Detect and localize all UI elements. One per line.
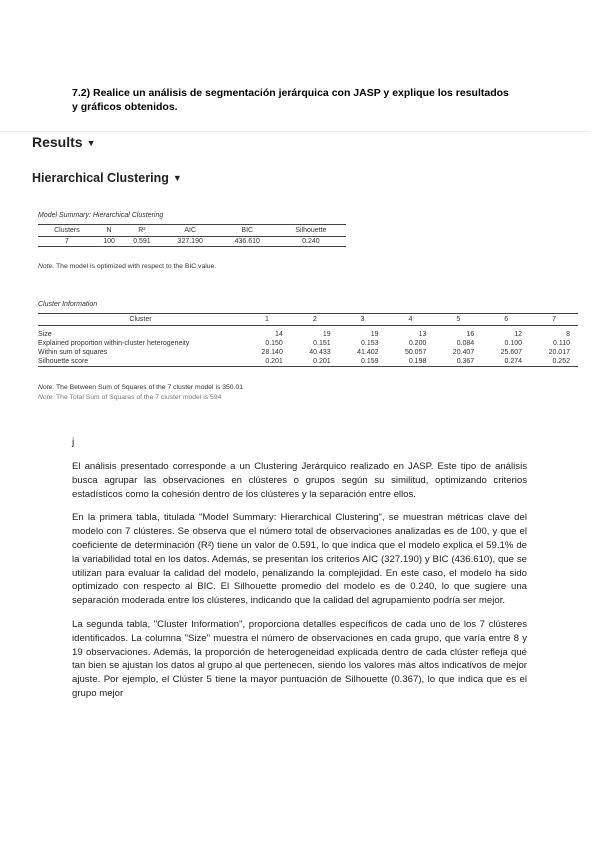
table-row bbox=[38, 326, 578, 340]
table-cell: 14 bbox=[275, 331, 283, 338]
column-header: 4 bbox=[408, 316, 413, 323]
model-summary-note bbox=[38, 263, 216, 270]
column-header: Silhouette bbox=[295, 227, 327, 234]
table-cell: 436.610 bbox=[234, 238, 260, 245]
table-cell: 25.607 bbox=[500, 349, 523, 356]
column-header: AIC bbox=[184, 227, 197, 234]
table-cell: 100 bbox=[103, 238, 115, 245]
table-cell: 0.591 bbox=[133, 238, 151, 245]
table-cell: 0.198 bbox=[408, 358, 427, 365]
section-caret-icon[interactable]: ▼ bbox=[172, 173, 182, 183]
column-header: R² bbox=[138, 227, 146, 234]
table-cell: 0.240 bbox=[302, 238, 320, 245]
table-row bbox=[38, 339, 578, 348]
row-label: Size bbox=[38, 331, 52, 338]
paragraph-cluster-info: La segunda tabla, "Cluster Information", proporciona detalles específicos de cada uno de los 7 clústeres identificados. La columna "Size" muestra el número de observaciones en cada grupo, que varía entre 8 y 19 observaciones. Además, la proporción de heterogeneidad explicada dentro de cada clúster refleja qué tan bien se ajustan los datos al grupo al que pertenecen, siendo los valores más altos indicativos de mejor ajuste. Por ejemplo, el Clúster 5 tiene la mayor puntuación de Silhouette (0.367), lo que indica que es el grupo mejor bbox=[72, 618, 527, 699]
note-label: Note. bbox=[38, 384, 55, 391]
column-header: 7 bbox=[552, 316, 556, 323]
table-cell: 19 bbox=[370, 331, 379, 338]
table-cell: 0.159 bbox=[361, 358, 379, 365]
table-cell: 0.201 bbox=[265, 358, 283, 365]
note-label: Note. bbox=[38, 263, 55, 270]
note-text: The model is optimized with respect to the BIC value. bbox=[56, 263, 217, 270]
table-cell: 0.151 bbox=[313, 340, 331, 347]
table-cell: 20.407 bbox=[452, 349, 475, 356]
table-cell: 0.367 bbox=[456, 358, 475, 365]
table-header-row bbox=[38, 314, 578, 326]
paragraph-intro: El análisis presentado corresponde a un Clustering Jerárquico realizado en JASP. Este tipo de análisis busca agrupar las observaciones en clústeres o grupos según su similitud, optimizando criterios estadísticos como la cohesión dentro de los clústeres y la separación entre ellos. bbox=[72, 461, 527, 500]
table-cell: 0.201 bbox=[313, 358, 331, 365]
stray-character: j bbox=[72, 437, 75, 448]
table-cell: 50.057 bbox=[404, 349, 427, 356]
results-divider bbox=[0, 131, 590, 132]
table-row bbox=[38, 357, 578, 367]
hierarchical-clustering-header[interactable] bbox=[32, 171, 182, 185]
cluster-info-table bbox=[38, 313, 578, 367]
column-header: 6 bbox=[504, 316, 509, 323]
table-cell: 0.274 bbox=[504, 358, 523, 365]
explanation-body bbox=[72, 460, 527, 711]
table-header-row bbox=[38, 225, 346, 237]
table-cell: 0.100 bbox=[504, 340, 523, 347]
column-header-cluster: Cluster bbox=[129, 316, 152, 323]
table-cell: 20.017 bbox=[548, 349, 570, 356]
note-text: The Between Sum of Squares of the 7 cluster model is 350.01 bbox=[56, 384, 244, 391]
results-header[interactable] bbox=[32, 134, 96, 150]
table-cell: 8 bbox=[566, 331, 570, 338]
note-label: Note. bbox=[38, 394, 55, 401]
cluster-info-caption: Cluster Information bbox=[38, 301, 98, 308]
row-label: Within sum of squares bbox=[38, 349, 108, 356]
question-text: 7.2) Realice un análisis de segmentación jerárquica con JASP y explique los resultados y gráficos obtenidos. bbox=[72, 87, 509, 113]
column-header: Clusters bbox=[54, 227, 80, 234]
cluster-info-note-2 bbox=[38, 394, 221, 401]
table-cell: 12 bbox=[514, 331, 523, 338]
table-cell: 0.084 bbox=[456, 340, 475, 347]
table-cell: 41.402 bbox=[357, 349, 379, 356]
row-label: Explained proportion within-cluster heterogeneity bbox=[38, 340, 190, 347]
table-row bbox=[38, 237, 346, 247]
table-cell: 0.200 bbox=[408, 340, 427, 347]
column-header: 1 bbox=[264, 316, 269, 323]
table-cell: 327.190 bbox=[177, 238, 203, 245]
model-summary-caption: Model Summary: Hierarchical Clustering bbox=[38, 212, 164, 219]
table-cell: 16 bbox=[466, 331, 475, 338]
paragraph-model-summary: En la primera tabla, titulada "Model Summary: Hierarchical Clustering", se muestran métricas clave del modelo con 7 clústeres. Se observa que el número total de observaciones analizadas es de 100, y que el coeficiente de determinación (R²) tiene un valor de 0.591, lo que indica que el modelo explica el 59.1% de la variabilidad total en los datos. Además, se presentan los criterios AIC (327.190) y BIC (436.610), que se utilizan para evaluar la calidad del modelo, penalizando la complejidad. En este caso, el modelo ha sido optimizado con respecto al BIC. El Silhouette promedio del modelo es de 0.240, lo que sugiere una separación moderada entre los clústeres, indicando que la calidad del agrupamiento podría ser mejor. bbox=[72, 512, 527, 607]
column-header: N bbox=[106, 227, 112, 234]
column-header: BIC bbox=[241, 227, 254, 234]
table-cell: 13 bbox=[418, 331, 427, 338]
model-summary-table bbox=[38, 224, 346, 247]
table-cell: 0.150 bbox=[265, 340, 283, 347]
table-cell: 7 bbox=[64, 238, 69, 245]
section-title: Hierarchical Clustering bbox=[32, 171, 169, 185]
table-cell: 0.252 bbox=[552, 358, 570, 365]
table-cell: 0.153 bbox=[361, 340, 379, 347]
table-row bbox=[38, 348, 578, 357]
note-text: The Total Sum of Squares of the 7 cluster model is 594 bbox=[56, 394, 222, 401]
column-header: 3 bbox=[360, 316, 365, 323]
column-header: 2 bbox=[312, 316, 317, 323]
column-header: 5 bbox=[456, 316, 461, 323]
row-label: Silhouette score bbox=[38, 358, 89, 365]
table-cell: 40.433 bbox=[309, 349, 331, 356]
table-cell: 19 bbox=[322, 331, 331, 338]
table-cell: 28.140 bbox=[261, 349, 283, 356]
cluster-info-note-1 bbox=[38, 384, 243, 391]
results-caret-icon[interactable]: ▼ bbox=[86, 138, 96, 148]
results-title: Results bbox=[32, 134, 83, 150]
table-cell: 0.110 bbox=[553, 340, 570, 347]
